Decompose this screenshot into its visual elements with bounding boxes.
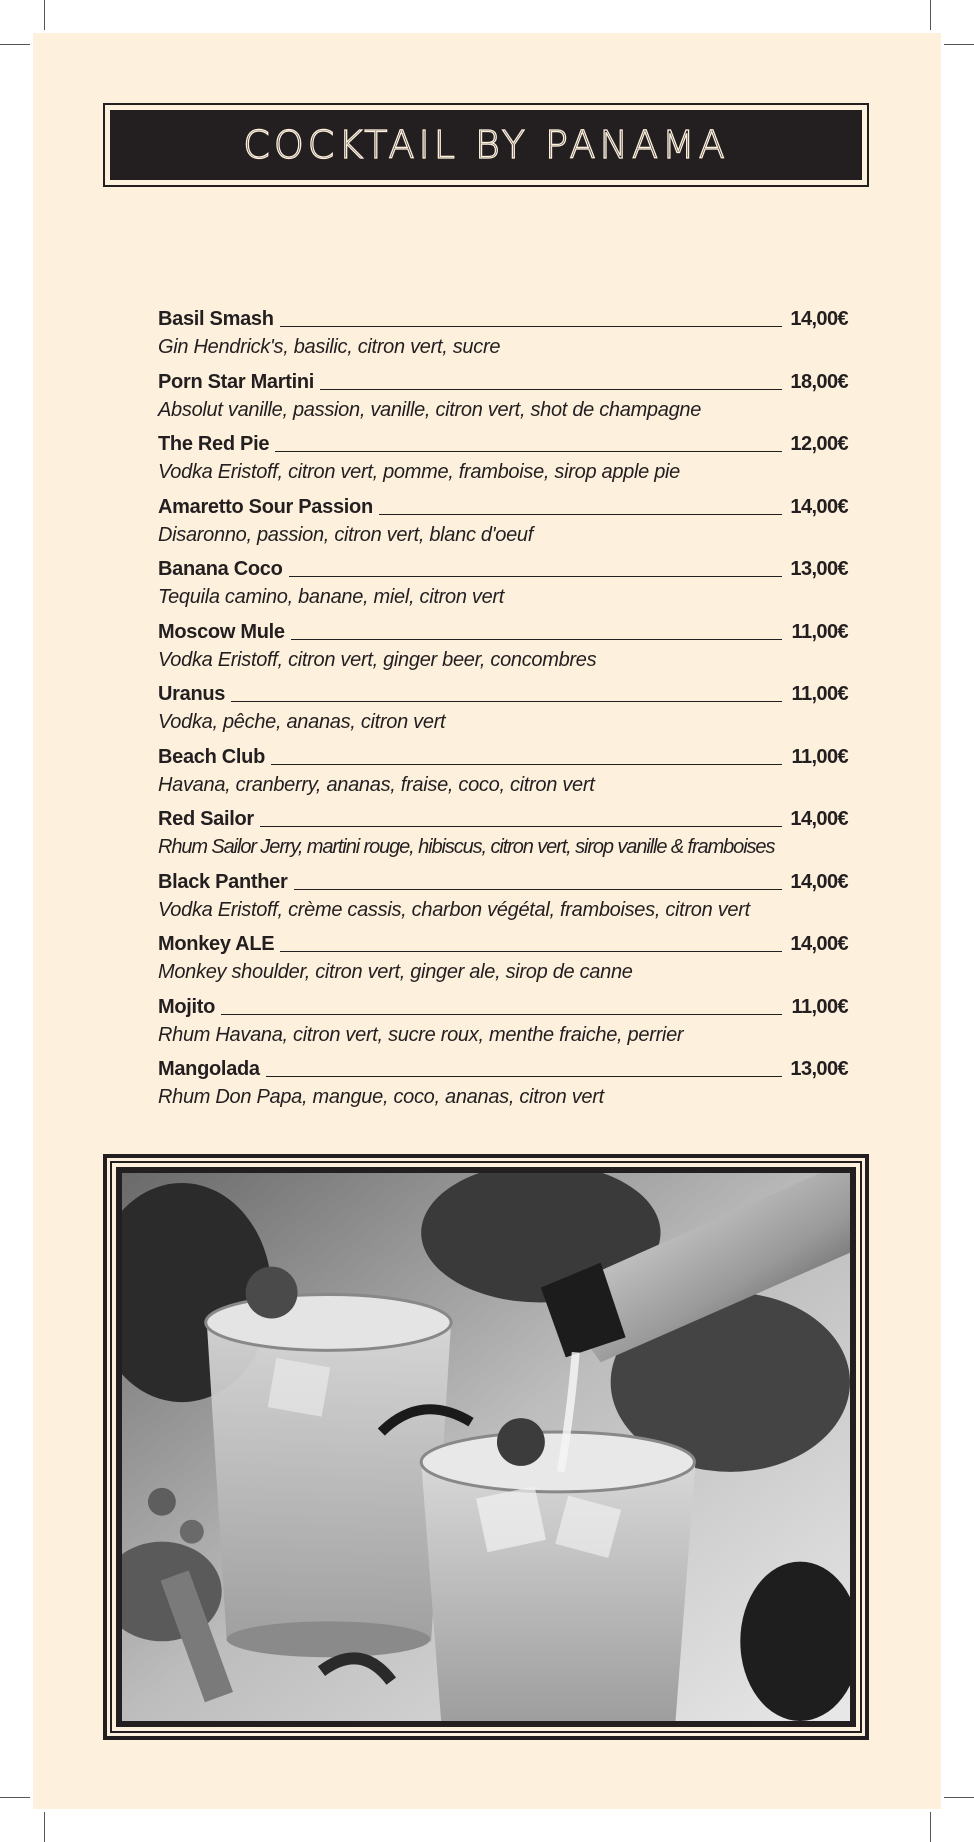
crop-mark [930,1812,931,1842]
cocktail-description: Rhum Sailor Jerry, martini rouge, hibiscus, citron vert, sirop vanille & framboises [158,836,775,858]
list-item [158,801,848,864]
crop-mark [944,1797,974,1798]
cocktail-description: Vodka Eristoff, citron vert, pomme, framboise, sirop apple pie [158,461,681,483]
cocktail-price: 12,00€ [790,433,848,455]
crop-mark [0,44,30,45]
title-banner [103,103,869,187]
cocktail-name: Banana Coco [158,558,283,580]
list-item [158,614,848,677]
crop-mark [44,1812,45,1842]
leader-line [221,1014,782,1015]
cocktail-price: 11,00€ [791,745,848,768]
list-item [158,426,848,489]
leader-line [231,701,782,702]
cocktail-name: Uranus [158,683,226,705]
cocktail-name: Black Panther [158,870,288,893]
title-banner-fill [110,110,862,180]
list-item [158,676,848,739]
cocktail-description: Tequila camino, banane, miel, citron vert [158,586,505,608]
cocktail-description: Gin Hendrick's, basilic, citron vert, sucre [158,336,501,358]
crop-mark [944,44,974,45]
cocktail-price: 14,00€ [790,495,848,518]
cocktail-price: 14,00€ [790,308,848,330]
cocktail-price: 11,00€ [791,620,848,643]
list-item [158,551,848,614]
cocktail-description: Vodka Eristoff, crème cassis, charbon végétal, framboises, citron vert [158,898,750,921]
leader-line [294,889,783,890]
list-item [158,301,848,364]
leader-line [260,826,782,827]
leader-line [320,389,782,390]
list-item [158,739,848,802]
leader-line [280,951,782,952]
photo-frame [103,1154,869,1740]
cocktail-name: Mangolada [158,1058,260,1080]
cocktail-name: Beach Club [158,745,266,768]
cocktail-photo-icon [122,1173,850,1721]
cocktail-name: Monkey ALE [158,933,275,955]
cocktail-description: Rhum Havana, citron vert, sucre roux, menthe fraiche, perrier [158,1023,684,1046]
cocktail-name: Basil Smash [158,308,274,330]
cocktail-description: Rhum Don Papa, mangue, coco, ananas, citron vert [158,1086,604,1108]
cocktail-name: Mojito [158,995,216,1018]
cocktail-price: 13,00€ [790,1058,848,1080]
leader-line [289,576,782,577]
leader-line [271,764,782,765]
list-item [158,1051,848,1114]
leader-line [379,514,782,515]
cocktail-price: 18,00€ [790,370,848,393]
leader-line [275,451,782,452]
menu-page [33,33,941,1809]
leader-line [291,639,782,640]
crop-mark [930,0,931,30]
cocktail-name: Porn Star Martini [158,370,315,393]
list-item [158,489,848,552]
cocktail-description: Vodka Eristoff, citron vert, ginger beer, concombres [158,648,597,671]
cocktail-description: Monkey shoulder, citron vert, ginger ale, sirop de canne [158,961,633,983]
cocktail-price: 11,00€ [791,683,848,705]
crop-mark [0,1797,30,1798]
list-item [158,989,848,1052]
list-item [158,864,848,927]
list-item [158,926,848,989]
cocktail-name: The Red Pie [158,433,270,455]
page-title: COCKTAIL BY PANAMA [243,123,729,167]
cocktail-price: 11,00€ [791,995,848,1018]
cocktail-name: Moscow Mule [158,620,285,643]
crop-mark [44,0,45,30]
cocktail-list [158,301,848,1114]
cocktail-description: Havana, cranberry, ananas, fraise, coco, citron vert [158,773,595,796]
cocktail-name: Amaretto Sour Passion [158,495,373,518]
leader-line [266,1076,782,1077]
cocktail-price: 14,00€ [790,870,848,893]
cocktail-price: 14,00€ [790,808,848,830]
cocktail-photo [116,1167,856,1727]
list-item [158,364,848,427]
cocktail-description: Disaronno, passion, citron vert, blanc d'oeuf [158,523,533,546]
cocktail-price: 13,00€ [790,558,848,580]
photo-frame-mid [110,1161,862,1733]
cocktail-description: Vodka, pêche, ananas, citron vert [158,711,446,733]
cocktail-price: 14,00€ [790,933,848,955]
leader-line [280,326,782,327]
cocktail-name: Red Sailor [158,808,254,830]
cocktail-description: Absolut vanille, passion, vanille, citron vert, shot de champagne [158,398,702,421]
